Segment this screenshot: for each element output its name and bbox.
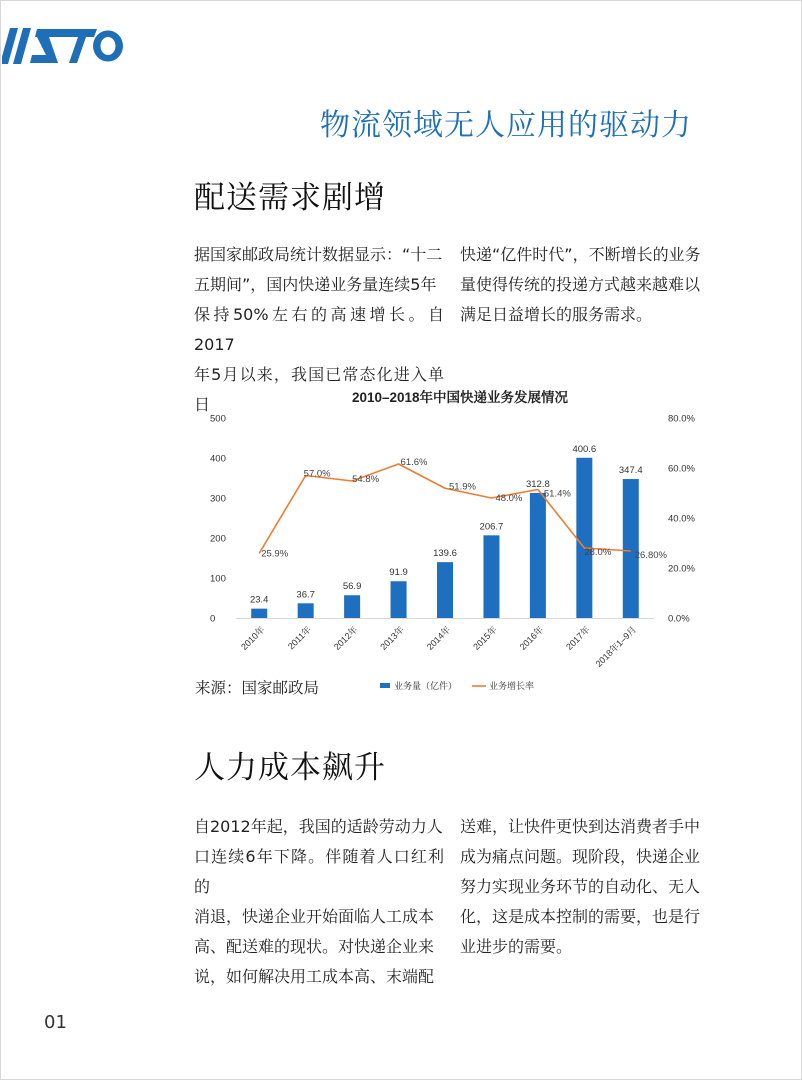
bar (576, 458, 592, 618)
y-axis-tick-label: 300 (210, 493, 226, 505)
text-line: 口连续6年下降。伴随着人口红利的 (194, 847, 444, 896)
bar (344, 595, 360, 618)
y2-axis-tick-label: 60.0% (668, 463, 695, 475)
x-axis-tick-label: 2013年 (378, 624, 406, 652)
text-line: 业进步的需要。 (460, 937, 573, 956)
bar (623, 479, 639, 618)
express-business-chart (190, 378, 710, 698)
section2-column-2 (460, 812, 710, 962)
section2-column-1 (194, 812, 444, 992)
bar-data-label: 91.9 (389, 567, 408, 579)
bar-data-label: 36.7 (296, 589, 315, 601)
y2-axis-tick-label: 80.0% (668, 413, 695, 425)
text-line: 保持50%左右的高速增长。自2017 (194, 305, 444, 354)
x-axis-tick-label: 2016年 (517, 624, 546, 652)
legend-label-volume: 业务量（亿件） (394, 681, 458, 691)
line-data-label: 26.80% (634, 550, 668, 561)
text-line: 努力实现业务环节的自动化、无人 (460, 877, 701, 896)
y-axis-tick-label: 200 (210, 533, 226, 545)
text-line: 说，如何解决用工成本高、末端配 (194, 967, 435, 986)
legend-label-growth: 业务增长率 (489, 681, 535, 691)
text-line: 高、配送难的现状。对快递企业来 (194, 937, 435, 956)
y-axis-tick-label: 500 (210, 413, 226, 425)
x-axis-tick-label: 2012年 (331, 624, 360, 652)
legend-swatch-volume (380, 683, 390, 688)
bar (298, 603, 314, 618)
bar-data-label: 312.8 (525, 478, 550, 490)
text-line: 满足日益增长的服务需求。 (460, 305, 653, 324)
text-line: 消退，快递企业开始面临人工成本 (194, 907, 435, 926)
text-line: 年5月以来，我国已常态化进入单日 (194, 365, 444, 414)
zto-logo (2, 26, 128, 66)
bar (483, 535, 499, 618)
text-line: 送难，让快件更快到达消费者手中 (460, 817, 701, 836)
bar (437, 562, 453, 618)
section1-column-2 (460, 240, 710, 330)
y-axis-tick-label: 100 (210, 573, 226, 585)
page-number: 01 (44, 1012, 67, 1033)
bar-data-label: 56.9 (342, 581, 362, 593)
x-axis-tick-label: 2011年 (285, 624, 314, 652)
bar-data-label: 347.4 (618, 465, 643, 477)
bar-data-label: 139.6 (433, 548, 457, 560)
y2-axis-tick-label: 20.0% (668, 563, 695, 575)
line-data-label: 25.9% (261, 548, 289, 560)
bar-data-label: 400.6 (572, 443, 597, 455)
text-line: 化，这是成本控制的需要，也是行 (460, 907, 701, 926)
line-data-label: 61.6% (400, 457, 428, 468)
text-line: 量使得传统的投递方式越来越难以 (460, 275, 701, 294)
y2-axis-tick-label: 40.0% (668, 513, 695, 525)
x-axis-tick-label: 2018年1–9月 (593, 624, 639, 669)
text-line: 五期间”，国内快递业务量连续5年 (194, 275, 437, 294)
x-axis-tick-label: 2017年 (564, 624, 592, 652)
x-axis-tick-label: 2010年 (239, 624, 267, 652)
x-axis-tick-label: 2014年 (424, 624, 453, 652)
text-line: 据国家邮政局统计数据显示：“十二 (194, 245, 443, 264)
x-axis-tick-label: 2015年 (471, 624, 499, 652)
bar (251, 609, 267, 618)
line-data-label: 51.4% (543, 488, 571, 500)
bar (530, 493, 546, 618)
line-data-label: 51.9% (449, 481, 476, 493)
bar (391, 581, 407, 618)
line-data-label: 28.0% (584, 547, 612, 558)
source-note: 来源：国家邮政局 (195, 679, 320, 697)
bar-data-label: 23.4 (249, 594, 269, 606)
y2-axis-tick-label: 0.0% (668, 613, 690, 625)
chart-title: 2010–2018年中国快递业务发展情况 (351, 390, 569, 405)
section-heading-delivery-demand: 配送需求剧增 (194, 180, 386, 216)
line-data-label: 57.0% (303, 468, 331, 480)
bar-data-label: 206.7 (479, 521, 504, 533)
text-line: 成为痛点问题。现阶段，快递企业 (460, 847, 701, 866)
y-axis-tick-label: 400 (210, 453, 226, 465)
section-heading-labor-cost: 人力成本飙升 (194, 750, 386, 786)
y-axis-tick-label: 0 (210, 613, 216, 625)
text-line: 快递“亿件时代”，不断增长的业务 (460, 245, 701, 264)
text-line: 自2012年起，我国的适龄劳动力人 (194, 817, 443, 836)
page-title: 物流领域无人应用的驱动力 (320, 108, 692, 143)
line-data-label: 48.0% (495, 493, 523, 504)
line-data-label: 54.8% (352, 474, 380, 485)
